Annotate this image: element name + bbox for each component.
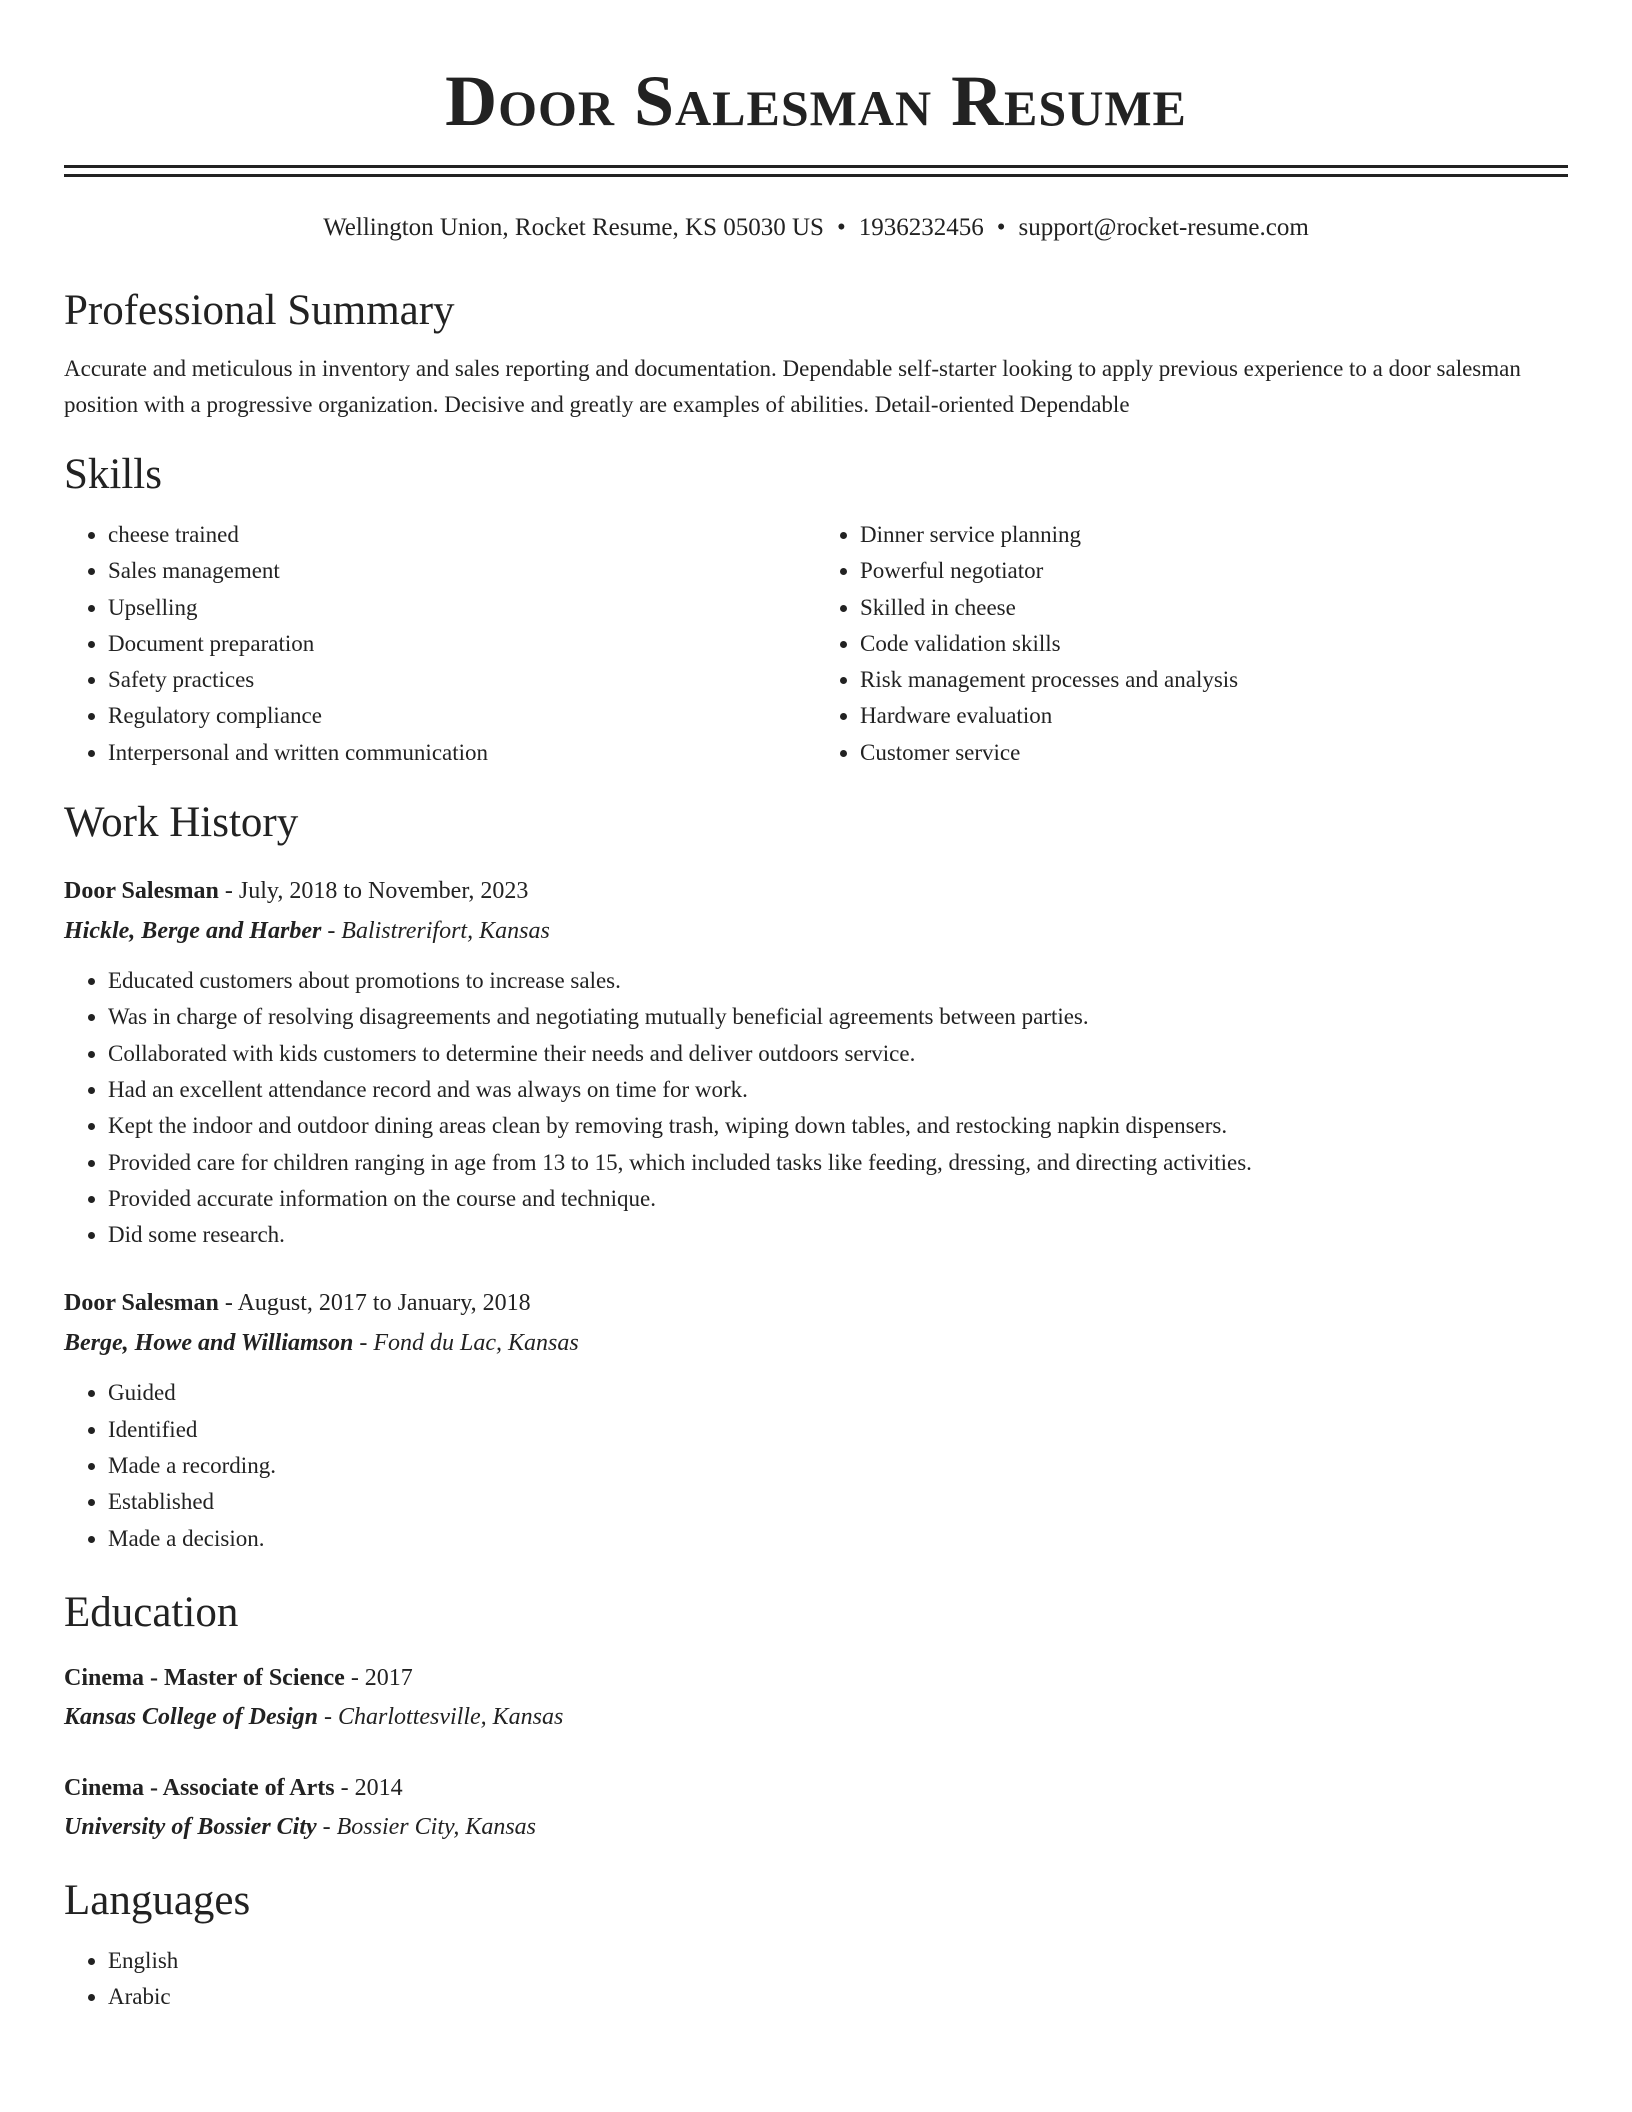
page-title: Door Salesman Resume xyxy=(445,61,1187,141)
employer-line xyxy=(64,911,1568,951)
languages-list xyxy=(64,1943,1568,2016)
skill-item: • Safety practices xyxy=(108,662,816,698)
degree: Cinema - Associate of Arts xyxy=(64,1774,335,1801)
degree-year: - 2017 xyxy=(344,1664,413,1691)
school-line xyxy=(64,1697,1568,1737)
employer-line xyxy=(64,1323,1568,1363)
skills-heading: Skills xyxy=(64,451,162,498)
job-bullet: • Provided accurate information on the course and technique. xyxy=(108,1181,1568,1217)
employer-location: - Fond du Lac, Kansas xyxy=(353,1330,579,1357)
contact-email: support@rocket-resume.com xyxy=(1018,214,1309,241)
job-bullet: • Did some research. xyxy=(108,1217,1568,1253)
summary-heading: Professional Summary xyxy=(64,287,455,334)
job-title-line xyxy=(64,1283,1568,1323)
title-divider-thick xyxy=(64,165,1568,168)
skill-item: • Sales management xyxy=(108,553,816,589)
skill-item: • Upselling xyxy=(108,590,816,626)
skill-item: • Dinner service planning xyxy=(860,517,1568,553)
skill-item: • Document preparation xyxy=(108,626,816,662)
contact-separator: • xyxy=(836,214,846,241)
job-bullet: • Collaborated with kids customers to determine their needs and deliver outdoors service. xyxy=(108,1036,1568,1072)
skill-item: • Risk management processes and analysis xyxy=(860,662,1568,698)
job-title-line xyxy=(64,871,1568,911)
skill-item: • Regulatory compliance xyxy=(108,698,816,734)
degree-line xyxy=(64,1659,1568,1697)
contact-address: Wellington Union, Rocket Resume, KS 05030 US xyxy=(323,214,824,241)
school-name: Kansas College of Design xyxy=(64,1703,319,1730)
job-bullet: • Identified xyxy=(108,1412,1568,1448)
education-heading: Education xyxy=(64,1588,239,1636)
education-entry xyxy=(64,1659,1568,1737)
employer-location: - Balistrerifort, Kansas xyxy=(321,918,550,945)
job-bullets xyxy=(64,963,1568,1253)
summary-text: Accurate and meticulous in inventory and sales reporting and documentation. Dependable self-starter looking to apply previous experience to a door salesman position with a progressive organization. Decisive and greatly are examples of abilities. Detail-oriented Dependable xyxy=(64,356,1521,417)
degree-line xyxy=(64,1769,1568,1807)
job-bullets xyxy=(64,1375,1568,1556)
job-dates: - July, 2018 to November, 2023 xyxy=(218,878,529,905)
languages-heading: Languages xyxy=(64,1876,251,1924)
skills-list-left xyxy=(64,517,816,771)
skills-list-right xyxy=(816,517,1568,771)
contact-separator: • xyxy=(996,214,1006,241)
skills-columns xyxy=(64,517,1568,771)
school-location: - Charlottesville, Kansas xyxy=(318,1703,564,1730)
job-bullet: • Kept the indoor and outdoor dining areas clean by removing trash, wiping down tables, and restocking napkin dispensers. xyxy=(108,1108,1568,1144)
job-bullet: • Had an excellent attendance record and was always on time for work. xyxy=(108,1072,1568,1108)
employer-name: Berge, Howe and Williamson xyxy=(64,1330,354,1357)
skill-item: • cheese trained xyxy=(108,517,816,553)
job-title: Door Salesman xyxy=(64,1290,219,1317)
job-dates: - August, 2017 to January, 2018 xyxy=(218,1290,531,1317)
title-divider-thin xyxy=(64,174,1568,177)
language-item: • English xyxy=(108,1943,1568,1979)
degree: Cinema - Master of Science xyxy=(64,1664,345,1691)
contact-phone: 1936232456 xyxy=(858,214,984,241)
job-bullet: • Established xyxy=(108,1484,1568,1520)
job-bullet: • Educated customers about promotions to increase sales. xyxy=(108,963,1568,999)
contact-line xyxy=(64,211,1568,245)
job-bullet: • Made a decision. xyxy=(108,1521,1568,1557)
job-bullet: • Made a recording. xyxy=(108,1448,1568,1484)
degree-year: - 2014 xyxy=(334,1774,403,1801)
job-bullet: • Guided xyxy=(108,1375,1568,1411)
job-bullet: • Provided care for children ranging in age from 13 to 15, which included tasks like feeding, dressing, and directing activities. xyxy=(108,1145,1568,1181)
skill-item: • Code validation skills xyxy=(860,626,1568,662)
employer-name: Hickle, Berge and Harber xyxy=(64,918,322,945)
job-bullet: • Was in charge of resolving disagreements and negotiating mutually beneficial agreements between parties. xyxy=(108,999,1568,1035)
skill-item: • Interpersonal and written communication xyxy=(108,735,816,771)
school-line xyxy=(64,1807,1568,1847)
school-location: - Bossier City, Kansas xyxy=(316,1813,537,1840)
job-entry xyxy=(64,871,1568,1253)
skill-item: • Skilled in cheese xyxy=(860,590,1568,626)
school-name: University of Bossier City xyxy=(64,1813,317,1840)
language-item: • Arabic xyxy=(108,1979,1568,2015)
job-entry xyxy=(64,1283,1568,1556)
skill-item: • Hardware evaluation xyxy=(860,698,1568,734)
skill-item: • Powerful negotiator xyxy=(860,553,1568,589)
skill-item: • Customer service xyxy=(860,735,1568,771)
education-entry xyxy=(64,1769,1568,1847)
work-history-heading: Work History xyxy=(64,799,299,847)
job-title: Door Salesman xyxy=(64,878,219,905)
